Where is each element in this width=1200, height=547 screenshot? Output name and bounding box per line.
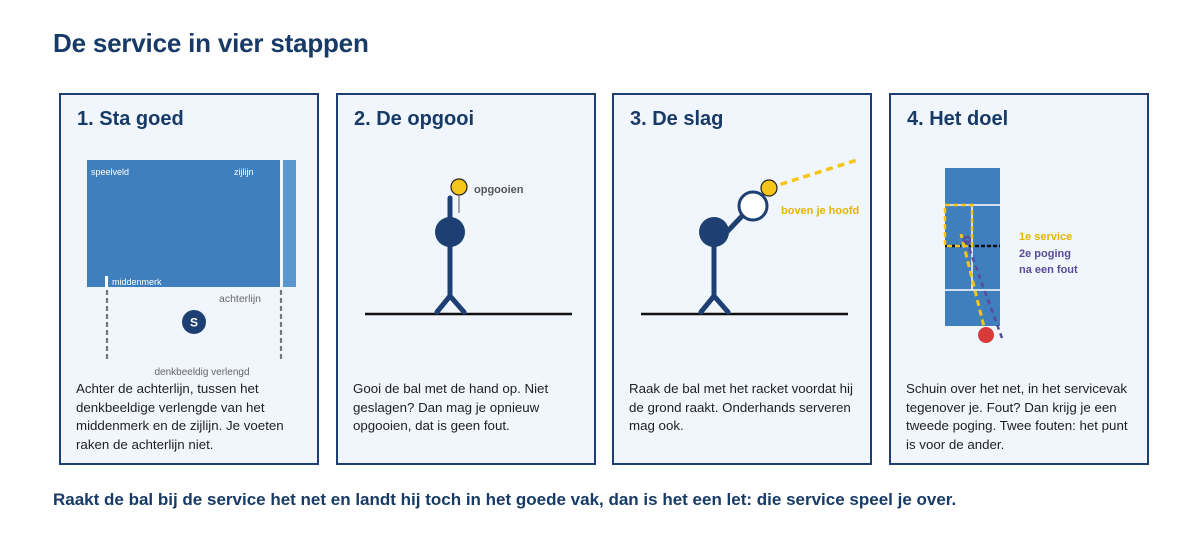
step-3-heading: 3. De slag [630,108,724,130]
ball-trajectory [769,160,857,188]
label-first-serve: 1e service [1019,231,1073,243]
ball [761,180,777,196]
label-achterlijn: achterlijn [219,293,262,305]
player-dot [978,327,994,343]
step-1-text: Achter de achterlijn, tussen het denkbeeldige verlengde van het middenmerk en de zijlijn. Je voeten raken de achterlijn niet. [76,381,284,452]
centre-mark [105,276,108,287]
step-4-heading: 4. Het doel [907,108,1009,130]
step-1-heading: 1. Sta goed [77,108,184,130]
label-after-fault: na een fout [1019,264,1078,276]
label-opgooien: opgooien [474,184,524,196]
step-card-3 [612,93,872,465]
step-card-1 [59,93,319,465]
step-card-4 [889,93,1149,465]
footer-note: Raakt de bal bij de service het net en landt hij toch in het goede vak, dan is het een let: die service speel je over. [53,490,957,509]
side-alley [283,160,296,287]
racket-head [739,192,767,220]
label-middenmerk: middenmerk [112,277,162,287]
step-2-text: Gooi de bal met de hand op. Niet geslagen? Dan mag je opnieuw opgooien, dat is geen fout. [353,381,549,433]
step-2-heading: 2. De opgooi [354,108,474,130]
label-speelveld: speelveld [91,167,130,177]
label-zijlijn: zijlijn [234,167,254,177]
label-boven-hoofd: boven je hoofd [781,205,860,217]
step-4-text: Schuin over het net, in het servicevak tegenover je. Fout? Dan krijg je een tweede poging. Twee fouten: het punt is voor de ander. [906,381,1128,452]
page-title: De service in vier stappen [53,28,369,58]
stick-figure [437,198,464,312]
step-3-text: Raak de bal met het racket voordat hij de grond raakt. Onderhands serveren mag ook. [629,381,853,433]
server-label: S [189,315,199,330]
step-card-2 [336,93,596,465]
label-verlengd: denkbeeldig verlengd [154,367,250,378]
label-second-serve: 2e poging [1019,248,1071,260]
figure-head [435,217,465,247]
court-area [87,160,280,287]
figure-head [699,217,729,247]
ball [451,179,467,195]
